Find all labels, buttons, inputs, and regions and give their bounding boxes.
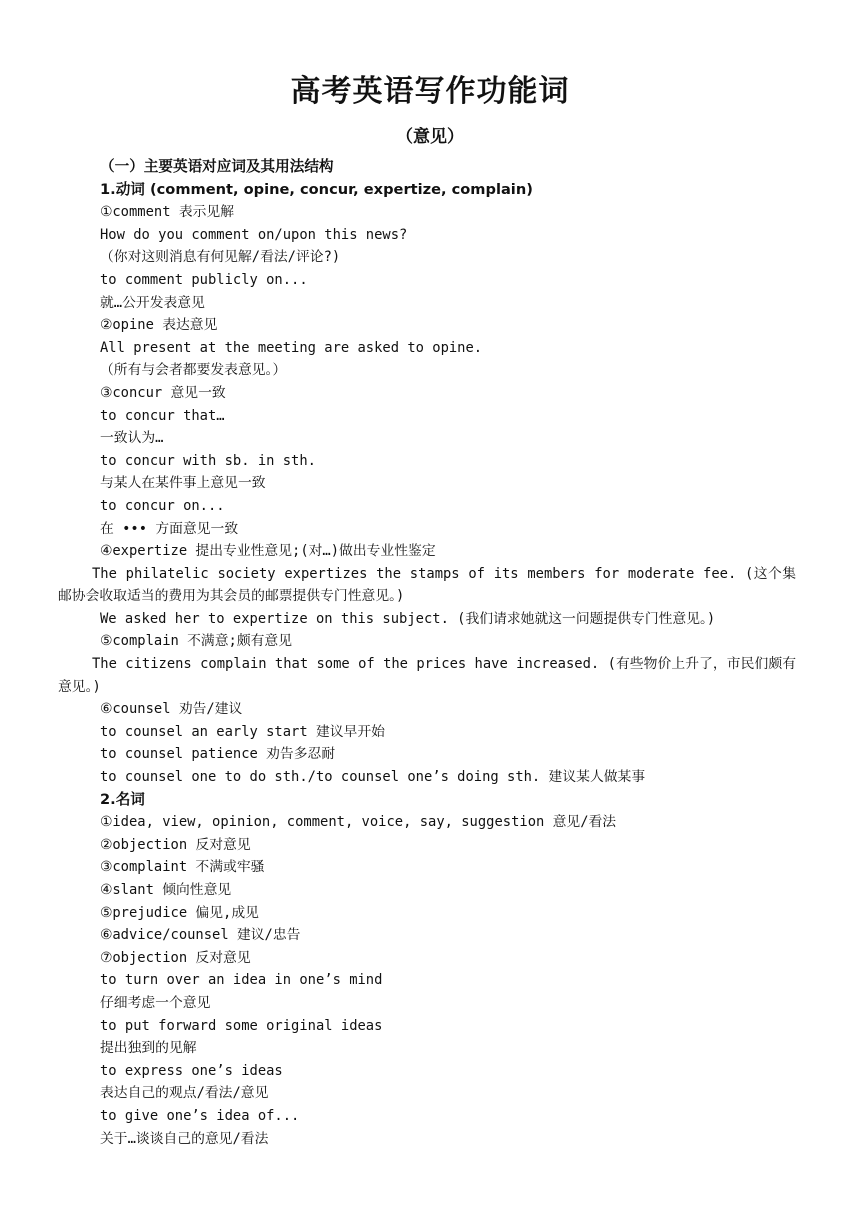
text-line: ①comment 表示见解 bbox=[100, 204, 235, 221]
text-line: （你对这则消息有何见解/看法/评论?) bbox=[100, 249, 341, 266]
text-line: 在 ••• 方面意见一致 bbox=[100, 520, 239, 537]
text-line: to concur that… bbox=[100, 407, 225, 424]
text-line: The citizens complain that some of the prices have increased. (有些物价上升了，市民们颇有意见。) bbox=[58, 656, 796, 695]
text-line: ③concur 意见一致 bbox=[100, 384, 226, 401]
text-line: to counsel patience 劝告多忍耐 bbox=[100, 746, 336, 763]
text-line: We asked her to expertize on this subject. (我们请求她就这一问题提供专门性意见。) bbox=[100, 610, 716, 627]
text-line: ④expertize 提出专业性意见;(对…)做出专业性鉴定 bbox=[100, 543, 436, 560]
document-subtitle: （意见） bbox=[396, 127, 464, 147]
text-line: to give one’s idea of... bbox=[100, 1107, 300, 1124]
text-line: ④slant 倾向性意见 bbox=[100, 882, 232, 898]
text-line: All present at the meeting are asked to opine. bbox=[100, 339, 483, 356]
text-line: （所有与会者都要发表意见。） bbox=[100, 362, 287, 379]
document-title: 高考英语写作功能词 bbox=[290, 74, 570, 109]
text-line: ②objection 反对意见 bbox=[100, 836, 251, 853]
text-line: The philatelic society expertizes the stamps of its members for moderate fee. (这个集邮协会收取适当的费用为其会员的邮票提供专门性意见。) bbox=[58, 565, 796, 605]
text-line: （一）主要英语对应词及其用法结构 bbox=[100, 158, 334, 175]
text-line: to put forward some original ideas bbox=[100, 1017, 383, 1034]
text-line: to counsel one to do sth./to counsel one’s doing sth. 建议某人做某事 bbox=[100, 769, 646, 786]
text-line: ①idea, view, opinion, comment, voice, say, suggestion 意见/看法 bbox=[100, 814, 617, 831]
text-line: ⑦objection 反对意见 bbox=[100, 949, 251, 966]
document-body bbox=[58, 156, 796, 1150]
text-line: 1.动词 (comment, opine, concur, expertize, complain) bbox=[100, 180, 533, 198]
text-line: to concur with sb. in sth. bbox=[100, 452, 316, 469]
text-line: to concur on... bbox=[100, 497, 225, 514]
text-line: ⑤prejudice 偏见,成见 bbox=[100, 904, 259, 921]
text-line: 与某人在某件事上意见一致 bbox=[100, 475, 266, 492]
text-line: ⑥counsel 劝告/建议 bbox=[100, 701, 243, 718]
text-line: to counsel an early start 建议早开始 bbox=[100, 723, 385, 740]
text-line: to comment publicly on... bbox=[100, 271, 308, 288]
text-line: ⑥advice/counsel 建议/忠告 bbox=[100, 927, 301, 944]
text-line: 就…公开发表意见 bbox=[100, 294, 205, 311]
text-line: to turn over an idea in one’s mind bbox=[100, 972, 383, 989]
text-line: 提出独到的见解 bbox=[100, 1040, 197, 1057]
text-line: 关于…谈谈自己的意见/看法 bbox=[100, 1130, 269, 1147]
text-line: ⑤complain 不满意;颇有意见 bbox=[100, 633, 293, 650]
text-line: ②opine 表达意见 bbox=[100, 317, 218, 334]
text-line: 2.名词 bbox=[100, 790, 145, 808]
text-line: 仔细考虑一个意见 bbox=[100, 994, 211, 1011]
text-line: How do you comment on/upon this news? bbox=[100, 226, 408, 243]
text-line: 表达自己的观点/看法/意见 bbox=[100, 1085, 269, 1102]
text-line: to express one’s ideas bbox=[100, 1062, 283, 1079]
text-line: ③complaint 不满或牢骚 bbox=[100, 859, 265, 876]
text-line: 一致认为… bbox=[100, 430, 164, 447]
